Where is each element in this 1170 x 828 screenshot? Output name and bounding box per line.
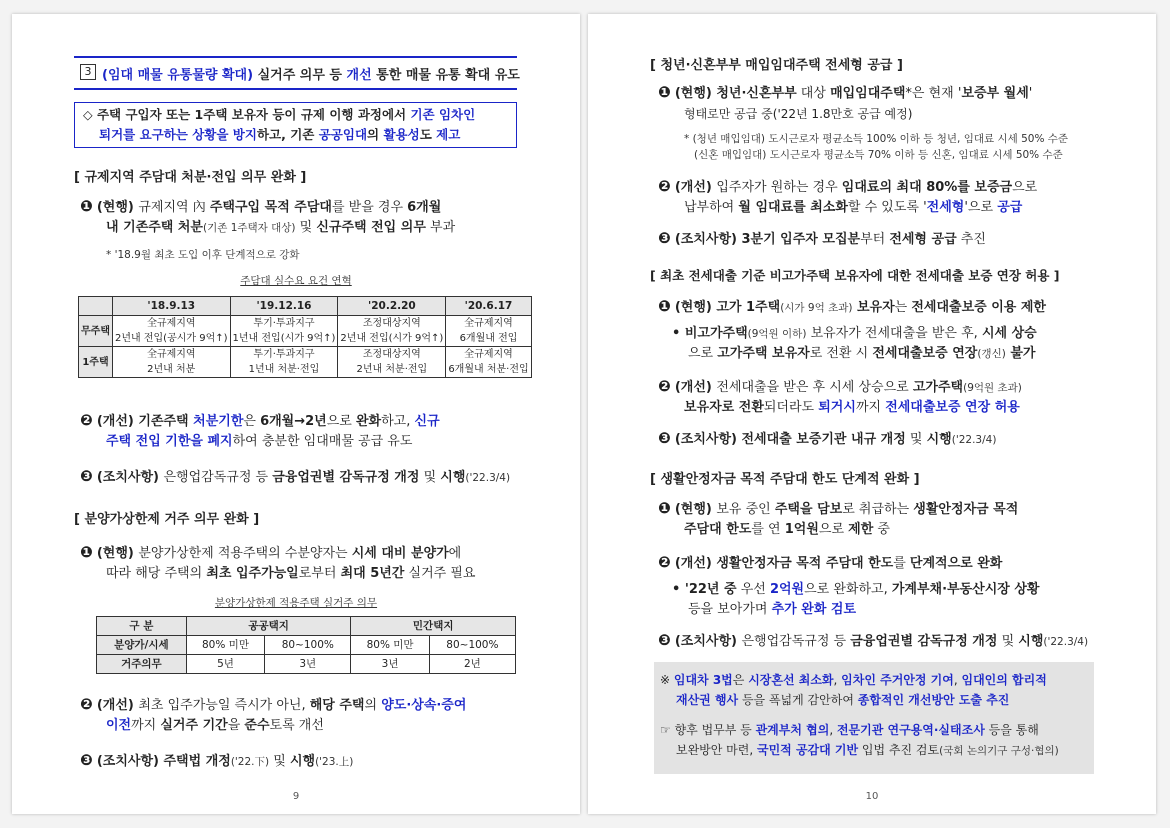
table-2-cell: 5년 [186, 655, 264, 674]
item-3: ❸ (조치사항) 은행업감독규정 등 금융업권별 감독규정 개정 및 시행('22.3/4) [80, 467, 511, 485]
item-2-line-1: ❷ (개선) 기존주택 처분기한은 6개월→2년으로 완화하고, 신규 [80, 411, 440, 429]
table-1-cell [112, 316, 230, 347]
r3: ❸ (조치사항) 3분기 입주자 모집분부터 전세형 공급 추진 [658, 229, 986, 247]
note-2-line-1: ☞ 향후 법무부 등 관계부처 협의, 전문기관 연구용역·실태조사 등을 통해 [660, 723, 1039, 737]
table-1-cell-line: 6개월내 처분·전입 [448, 364, 529, 375]
table-1-cell-line: 1년내 전입(시가 9억↑) [232, 333, 336, 344]
table-1-cell-line: 全규제지역 [146, 349, 196, 360]
table-2-row [97, 636, 516, 655]
s3: ❸ (조치사항) 전세대출 보증기관 내규 개정 및 시행('22.3/4) [658, 429, 997, 447]
table-1-cell-line: 2년내 처분 [147, 364, 196, 375]
table-2-cell: 80% 미만 [351, 636, 429, 655]
table-1-cell-line: 1년내 처분·전입 [248, 364, 320, 375]
item-q3: ❸ (조치사항) 주택법 개정('22.下) 및 시행('23.上) [80, 751, 354, 769]
table-1-header-cell: '19.12.16 [230, 297, 338, 316]
s1-bullet-line-2: 으로 고가주택 보유자로 전환 시 전세대출보증 연장(갱신) 불가 [688, 346, 1036, 361]
u1-line-2: 주담대 한도를 연 1억원으로 제한 중 [684, 522, 890, 537]
item-1-line-2: 내 기존주택 처분(기존 1주택자 대상) 및 신규주택 전입 의무 부과 [106, 220, 456, 235]
s1-bullet-line-1: • 비고가주택(9억원 이하) 보유자가 전세대출을 받은 후, 시세 상승 [672, 326, 1037, 341]
item-1-line-1: ❶ (현행) 규제지역 內 주택구입 목적 주담대를 받을 경우 6개월 [80, 197, 442, 215]
table-1-cell [230, 316, 338, 347]
table-2-header-cell: 구 분 [97, 617, 187, 636]
section-title: (임대 매물 유통물량 확대) 실거주 의무 등 개선 통한 매물 유통 확대 유도 [102, 68, 520, 83]
note-1-line-1: ※ 임대차 3법은 시장혼선 최소화, 임차인 주거안정 기여, 임대인의 합리적 [660, 673, 1047, 687]
table-1-cell [446, 347, 531, 378]
heading-regulated-area-loan: [ 규제지역 주담대 처분·전입 의무 완화 ] [74, 170, 307, 185]
table-1-cell [112, 347, 230, 378]
table-1-cell-line: 투기·투과지구 [253, 318, 315, 329]
page-number: 10 [865, 791, 879, 802]
page-number: 9 [292, 791, 300, 802]
table-1-cell [230, 347, 338, 378]
table-1-row-label: 무주택 [79, 316, 113, 347]
table-1-cell-line: 2년내 전입(시가 9억↑) [340, 333, 444, 344]
table-2-cell: 3년 [351, 655, 429, 674]
table-2-cell: 80~100% [265, 636, 351, 655]
page-10 [588, 14, 1156, 814]
table-1-cell-line: 투기·투과지구 [253, 349, 315, 360]
table-1-cell-line: 2년내 전입(공시가 9억↑) [114, 333, 228, 344]
table-1-row [79, 316, 532, 347]
table-1-row [79, 347, 532, 378]
u2: ❷ (개선) 생활안정자금 목적 주담대 한도를 단계적으로 완화 [658, 553, 1003, 571]
table-2-residency-duty [96, 616, 516, 674]
u2-bullet-line-2: 등을 보아가며 추가 완화 검토 [688, 602, 857, 617]
table-2-header-cell: 공공택지 [186, 617, 351, 636]
r1-line-1: ❶ (현행) 청년·신혼부부 대상 매입임대주택*은 현재 '보증부 월세' [658, 83, 1033, 101]
table-2-cell: 80% 미만 [186, 636, 264, 655]
table-1-cell [338, 316, 446, 347]
note-1-line-2: 재산권 행사 등을 폭넓게 감안하여 종합적인 개선방안 도출 추진 [676, 693, 1010, 707]
table-2-caption: 분양가상한제 적용주택 실거주 의무 [214, 597, 378, 609]
note-2-line-2: 보완방안 마련, 국민적 공감대 기반 입법 추진 검토(국회 논의기구 구성·협의) [676, 743, 1059, 757]
table-2-cell: 2년 [429, 655, 515, 674]
section-number: 3 [80, 64, 96, 80]
table-1-header-cell: '20.2.20 [338, 297, 446, 316]
item-q2-line-1: ❷ (개선) 최초 입주가능일 즉시가 아닌, 해당 주택의 양도·상속·증여 [80, 695, 467, 713]
u2-bullet-line-1: • '22년 중 우선 2억원으로 완화하고, 가계부채·부동산시장 상황 [672, 582, 1040, 597]
r2-line-1: ❷ (개선) 입주자가 원하는 경우 임대료의 최대 80%를 보증금으로 [658, 177, 1038, 195]
heading-price-cap-residency: [ 분양가상한제 거주 의무 완화 ] [74, 512, 260, 527]
table-1-cell-line: 2년내 처분·전입 [356, 364, 428, 375]
table-1-cell-line: 조정대상지역 [362, 349, 421, 360]
heading-living-fund-loan: [ 생활안정자금 목적 주담대 한도 단계적 완화 ] [650, 472, 920, 487]
s1: ❶ (현행) 고가 1주택(시가 9억 초과) 보유자는 전세대출보증 이용 제한 [658, 297, 1046, 315]
table-1-header-cell [79, 297, 113, 316]
table-1-caption: 주담대 실수요 요건 연혁 [240, 275, 352, 287]
table-1-header-cell: '18.9.13 [112, 297, 230, 316]
u3: ❸ (조치사항) 은행업감독규정 등 금융업권별 감독규정 개정 및 시행('22.3/4) [658, 631, 1089, 649]
rent-law-note-box [654, 662, 1094, 774]
table-1-cell-line: 6개월내 전입 [459, 333, 518, 344]
table-1-header-row [79, 297, 532, 316]
table-1-cell-line: 조정대상지역 [362, 318, 421, 329]
s2-line-1: ❷ (개선) 전세대출을 받은 후 시세 상승으로 고가주택(9억원 초과) [658, 377, 1022, 395]
table-1-cell-line: 全규제지역 [146, 318, 196, 329]
table-2-row-label: 거주의무 [97, 655, 187, 674]
table-2-row-label: 분양가/시세 [97, 636, 187, 655]
table-1-header-cell: '20.6.17 [446, 297, 531, 316]
heading-youth-newlywed-rental: [ 청년·신혼부부 매입임대주택 전세형 공급 ] [650, 58, 903, 73]
table-2-row [97, 655, 516, 674]
item-q1-line-1: ❶ (현행) 분양가상한제 적용주택의 수분양자는 시세 대비 분양가에 [80, 543, 462, 561]
table-2-header-row [97, 617, 516, 636]
u1-line-1: ❶ (현행) 보유 중인 주택을 담보로 취급하는 생활안정자금 목적 [658, 499, 1019, 517]
heading-jeonse-guarantee: [ 최초 전세대출 기준 비고가주택 보유자에 대한 전세대출 보증 연장 허용 ] [650, 268, 1060, 283]
item-2-line-2: 주택 전입 기한을 폐지하여 충분한 임대매물 공급 유도 [106, 434, 413, 449]
item-1-note: * '18.9월 최초 도입 이후 단계적으로 강화 [106, 249, 300, 261]
summary-line-2: 퇴거를 요구하는 상황을 방지하고, 기존 공공임대의 활용성도 제고 [99, 127, 461, 142]
table-2-header-cell: 민간택지 [351, 617, 516, 636]
table-1-cell-line: 全규제지역 [464, 318, 513, 329]
item-q1-line-2: 따라 해당 주택의 최초 입주가능일로부터 최대 5년간 실거주 필요 [106, 566, 476, 581]
page-9 [12, 14, 580, 814]
summary-line-1: ◇ 주택 구입자 또는 1주택 보유자 등이 규제 이행 과정에서 기존 임차인 [83, 107, 476, 122]
table-1-cell-line: 全규제지역 [464, 349, 513, 360]
r2-line-2: 납부하여 월 임대료를 최소화할 수 있도록 '전세형'으로 공급 [684, 200, 1023, 215]
table-1-cell [338, 347, 446, 378]
table-1-loan-history [78, 296, 532, 378]
summary-box [74, 102, 517, 148]
item-q2-line-2: 이전까지 실거주 기간을 준수토록 개선 [106, 718, 324, 733]
table-2-cell: 80~100% [429, 636, 515, 655]
r1-note-2: (신혼 매입임대) 도시근로자 평균소득 70% 이하 등 신혼, 임대료 시세 50% 수준 [694, 149, 1063, 161]
r1-note-1: * (청년 매입임대) 도시근로자 평균소득 100% 이하 등 청년, 임대료 시세 50% 수준 [684, 133, 1069, 145]
table-1-row-label: 1주택 [79, 347, 113, 378]
table-2-cell: 3년 [265, 655, 351, 674]
table-1-cell [446, 316, 531, 347]
r1-line-2: 형태로만 공급 중('22년 1.8만호 공급 예정) [684, 107, 913, 121]
s2-line-2: 보유자로 전환되더라도 퇴거시까지 전세대출보증 연장 허용 [684, 400, 1020, 415]
section-header [74, 56, 520, 90]
